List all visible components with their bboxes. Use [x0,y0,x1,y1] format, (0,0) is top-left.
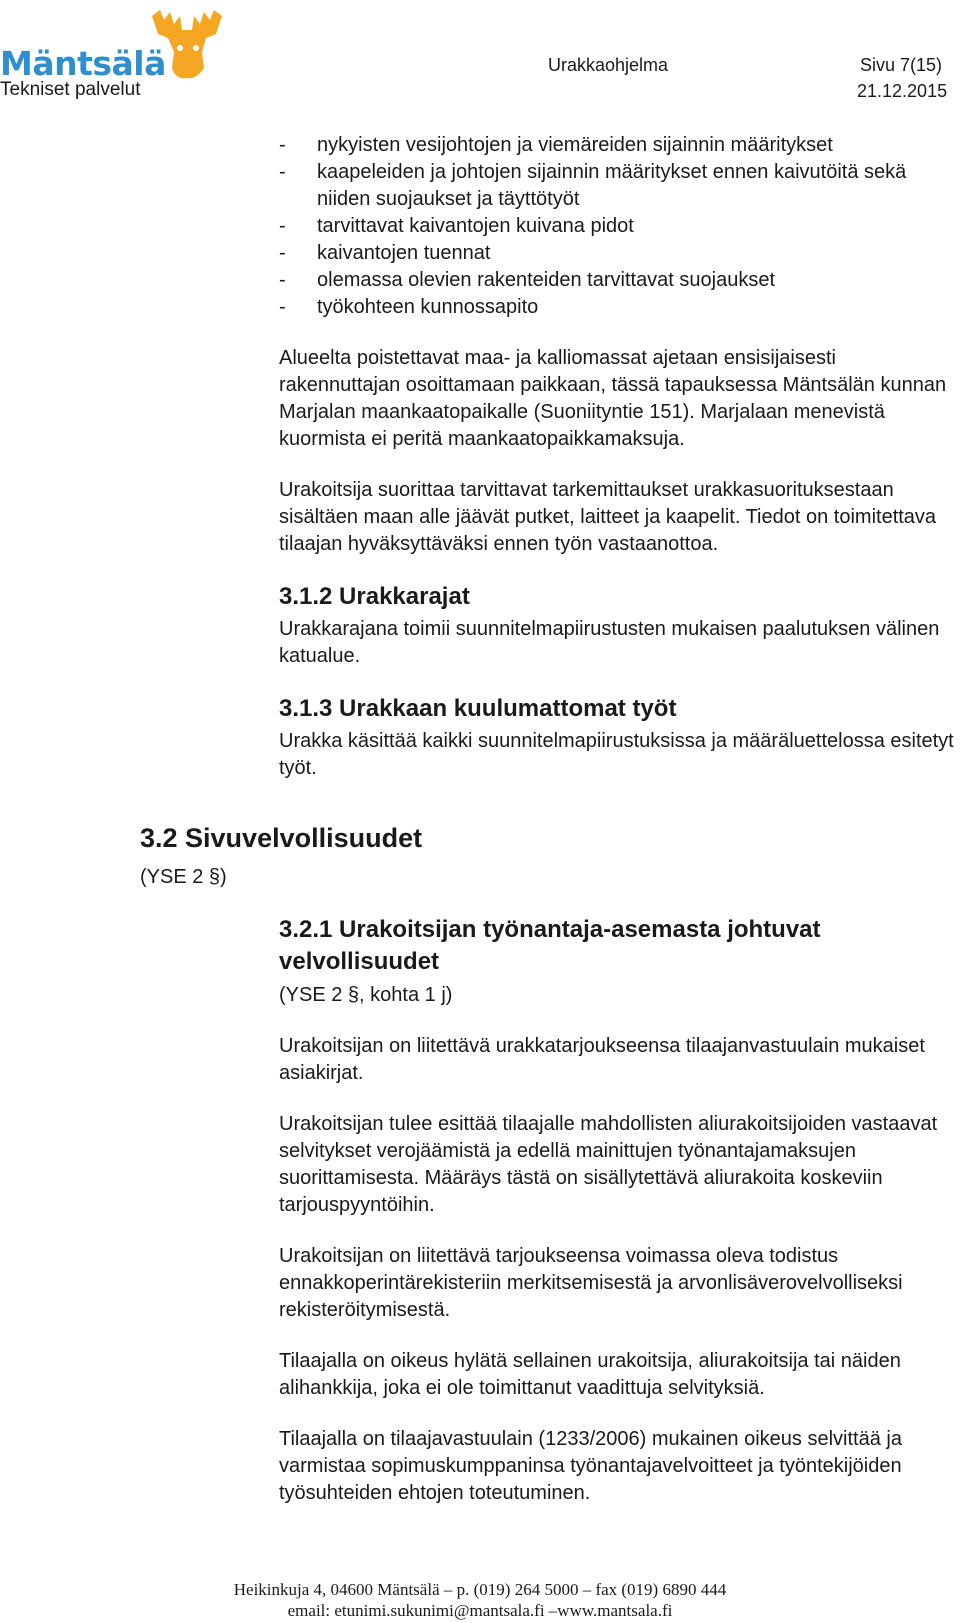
paragraph-soil-removal: Alueelta poistettavat maa- ja kalliomassat ajetaan ensisijaisesti rakennuttajan osoittamaan paikkaan, tässä tapauksessa Mäntsälän kunnan Marjalan maankaatopaikalle (Suoniityntie 151). Marjalaan menevistä kuormista ei peritä maankaatopaikkamaksuja. [279,347,947,450]
section-heading-3-1-2: 3.1.2 Urakkarajat [279,583,470,610]
paragraph: Tilaajalla on oikeus hylätä sellainen urakoitsija, aliurakoitsija tai näiden alihankkija, joka ei ole toimittanut vaadittuja selvityksiä. [279,1350,901,1399]
section-heading-3-2-1: 3.2.1 Urakoitsijan työnantaja-asemasta johtuvat velvollisuudet [279,916,821,975]
paragraph-surveying: Urakoitsija suorittaa tarvittavat tarkemittaukset urakkasuorituksestaan sisältäen maan alle jäävät putket, laitteet ja kaapelit. Tiedot on toimitettava tilaajan hyväksyttäväksi ennen työn vastaanottoa. [279,479,937,555]
requirements-list [279,132,955,321]
paragraph-excluded-works: Urakka käsittää kaikki suunnitelmapiirustuksissa ja määräluettelossa esitetyt työt. [279,730,954,779]
paragraph: Urakoitsijan on liitettävä urakkatarjoukseensa tilaajanvastuulain mukaiset asiakirjat. [279,1035,925,1084]
section-heading-3-2: 3.2 Sivuvelvollisuudet [140,823,423,853]
paragraph-contract-limits: Urakkarajana toimii suunnitelmapiirustusten mukaisen paalutuksen välinen katualue. [279,618,940,667]
document-title: Urakkaohjelma [548,55,669,75]
list-item: - tarvittavat kaivantojen kuivana pidot [279,215,634,237]
footer-address: Heikinkuja 4, 04600 Mäntsälä – p. (019) 264 5000 – fax (019) 6890 444 [233,1580,727,1599]
main-content-3-2-1 [279,914,955,1531]
mantsala-logo [0,4,225,83]
list-item: - kaivantojen tuennat [279,242,491,264]
logo-wordmark: Mäntsälä [0,44,166,83]
org-name: Tekniset palvelut [0,79,141,100]
section-heading-3-1-3: 3.1.3 Urakkaan kuulumattomat työt [279,695,677,722]
paragraph: Urakoitsijan on liitettävä tarjoukseensa voimassa oleva todistus ennakkoperintärekisteriin merkitsemisestä ja arvonlisäverovelvolliseksi rekisteröitymisestä. [279,1245,903,1321]
document-date: 21.12.2015 [857,81,948,101]
paragraph: Tilaajalla on tilaajavastuulain (1233/2006) mukainen oikeus selvittää ja varmistaa sopimuskumppaninsa työnantajavelvoitteet ja työntekijöiden työsuhteiden ehtojen toteutuminen. [279,1428,902,1504]
list-item: - työkohteen kunnossapito [279,296,539,318]
list-item: - olemassa olevien rakenteiden tarvittavat suojaukset [279,269,776,291]
section-reference-3-2: (YSE 2 §) [140,866,227,888]
main-content [279,132,955,806]
page-number: Sivu 7(15) [860,55,943,75]
list-item: - kaapeleiden ja johtojen sijainnin määritykset ennen kaivutöitä sekä niiden suojaukset ja täyttötyöt [279,161,907,210]
moose-logo-icon [146,8,228,80]
paragraph: Urakoitsijan tulee esittää tilaajalle mahdollisten aliurakoitsijoiden vastaavat selvitykset verojäämistä ja edellä mainittujen työnantajamaksujen suorittamisesta. Määräys tästä on sisällytettävä aliurakoita koskeviin tarjouspyyntöihin. [279,1113,938,1216]
section-reference-3-2-1: (YSE 2 §, kohta 1 j) [279,984,453,1006]
list-item: - nykyisten vesijohtojen ja viemäreiden sijainnin määritykset [279,134,833,156]
footer-contact: email: etunimi.sukunimi@mantsala.fi –www.mantsala.fi [287,1601,673,1620]
